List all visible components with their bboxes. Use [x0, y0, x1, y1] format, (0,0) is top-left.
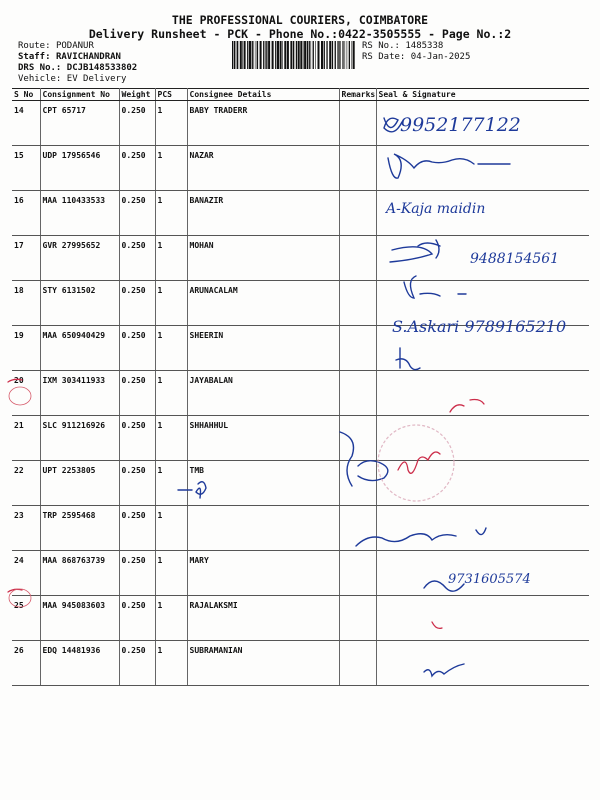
table-row — [12, 101, 589, 146]
barcode-bar — [339, 41, 340, 69]
table-row — [12, 641, 589, 686]
signature-cell — [376, 236, 589, 281]
consignee-cell — [187, 506, 339, 551]
barcode-bar — [326, 41, 327, 69]
company-name: THE PROFESSIONAL COURIERS, COIMBATORE — [171, 13, 429, 27]
rs-no-label: RS No.: — [362, 41, 400, 51]
signature-cell — [376, 326, 589, 371]
weight-cell: 0.250 — [119, 326, 155, 371]
barcode-bar — [329, 41, 331, 69]
consignment-cell: CPT 65717 — [40, 101, 119, 146]
sno-cell: 20 — [12, 371, 40, 416]
remarks-cell — [339, 371, 376, 416]
weight-cell: 0.250 — [119, 596, 155, 641]
consignment-cell: MAA 110433533 — [40, 191, 119, 236]
signature-cell — [376, 506, 589, 551]
signature-cell — [376, 101, 589, 146]
barcode-bar — [244, 41, 246, 69]
barcode-bar — [303, 41, 304, 69]
rs-no-value: 1485338 — [405, 41, 444, 51]
signature-cell — [376, 371, 589, 416]
barcode-bar — [349, 41, 350, 69]
table-row — [12, 371, 589, 416]
sno-cell: 22 — [12, 461, 40, 506]
barcode-bar — [260, 41, 262, 69]
remarks-cell — [339, 236, 376, 281]
barcode-bar — [242, 41, 243, 69]
barcode-bar — [321, 41, 323, 69]
signature-cell — [376, 551, 589, 596]
table-row — [12, 461, 589, 506]
pcs-cell: 1 — [155, 191, 187, 236]
barcode-bar — [290, 41, 292, 69]
sno-cell: 26 — [12, 641, 40, 686]
staff-label: Staff: — [18, 52, 51, 62]
col-sno-header: S No — [12, 89, 40, 101]
barcode-bar — [237, 41, 238, 69]
col-consignment-header: Consignment No — [40, 89, 119, 101]
col-signature-header: Seal & Signature — [376, 89, 589, 101]
pcs-cell: 1 — [155, 146, 187, 191]
consignee-cell: NAZAR — [187, 146, 339, 191]
barcode-bar — [272, 41, 274, 69]
route-label: Route: — [18, 41, 51, 51]
weight-cell: 0.250 — [119, 551, 155, 596]
table-row — [12, 326, 589, 371]
consignee-cell: SUBRAMANIAN — [187, 641, 339, 686]
weight-cell: 0.250 — [119, 146, 155, 191]
barcode-bar — [335, 41, 336, 69]
phone-row25: 9731605574 — [448, 572, 531, 587]
barcode-bar — [293, 41, 294, 69]
delivery-table — [12, 88, 589, 686]
barcode-bar — [343, 41, 344, 69]
signature-cell — [376, 416, 589, 461]
remarks-cell — [339, 461, 376, 506]
consignee-cell: RAJALAKSMI — [187, 596, 339, 641]
table-row — [12, 281, 589, 326]
remarks-cell — [339, 641, 376, 686]
barcode-bar — [352, 41, 353, 69]
barcode-bar — [268, 41, 270, 69]
barcode-bar — [313, 41, 314, 69]
col-remarks-header: Remarks — [339, 89, 376, 101]
consignment-cell: SLC 911216926 — [40, 416, 119, 461]
signature-cell — [376, 281, 589, 326]
pcs-cell: 1 — [155, 551, 187, 596]
name-row16: A-Kaja maidin — [386, 201, 486, 217]
route-value: PODANUR — [55, 41, 94, 51]
barcode-bar — [275, 41, 276, 69]
table-row — [12, 416, 589, 461]
barcode-bar — [240, 41, 242, 69]
barcode-bar — [307, 41, 308, 69]
barcode-bar — [332, 41, 333, 69]
consignment-cell: UDP 17956546 — [40, 146, 119, 191]
consignment-cell: MAA 650940429 — [40, 326, 119, 371]
pcs-cell: 1 — [155, 506, 187, 551]
remarks-cell — [339, 146, 376, 191]
rs-date-label: RS Date: — [362, 52, 406, 62]
rs-no-line — [362, 41, 470, 52]
barcode-bar — [280, 41, 282, 69]
sno-cell: 17 — [12, 236, 40, 281]
barcode-bar — [234, 41, 235, 69]
vehicle-label: Vehicle: — [18, 74, 62, 84]
remarks-cell — [339, 326, 376, 371]
remarks-cell — [339, 506, 376, 551]
barcode-bar — [337, 41, 338, 69]
runsheet-info-right — [362, 41, 470, 63]
consignee-cell: JAYABALAN — [187, 371, 339, 416]
table-header-row — [12, 89, 589, 101]
remarks-cell — [339, 416, 376, 461]
pcs-cell: 1 — [155, 641, 187, 686]
barcode-bar — [324, 41, 325, 69]
barcode-bar — [263, 41, 264, 69]
pcs-cell: 1 — [155, 596, 187, 641]
vehicle-value: EV Delivery — [66, 74, 127, 84]
weight-cell: 0.250 — [119, 506, 155, 551]
consignment-cell: MAA 945083603 — [40, 596, 119, 641]
remarks-cell — [339, 101, 376, 146]
remarks-cell — [339, 191, 376, 236]
signature-cell — [376, 596, 589, 641]
weight-cell: 0.250 — [119, 641, 155, 686]
pcs-cell: 1 — [155, 326, 187, 371]
rs-date-value: 04-Jan-2025 — [410, 52, 471, 62]
pcs-cell: 1 — [155, 371, 187, 416]
consignee-cell: SHHAHHUL — [187, 416, 339, 461]
barcode-bar — [247, 41, 248, 69]
remarks-cell — [339, 551, 376, 596]
staff-line — [18, 52, 137, 63]
barcode-bar — [304, 41, 306, 69]
consignee-cell: BABY TRADERR — [187, 101, 339, 146]
barcode-bar — [252, 41, 253, 69]
barcode-bar — [249, 41, 251, 69]
weight-cell: 0.250 — [119, 236, 155, 281]
col-weight-header: Weight — [119, 89, 155, 101]
weight-cell: 0.250 — [119, 461, 155, 506]
consignee-cell: ARUNACALAM — [187, 281, 339, 326]
drs-line — [18, 63, 137, 74]
barcode-bar — [318, 41, 320, 69]
phone-row18: 9488154561 — [470, 251, 560, 267]
barcode-bar — [287, 41, 289, 69]
barcode-image — [232, 41, 357, 69]
barcode-bar — [232, 41, 233, 69]
barcode-bar — [353, 41, 355, 69]
consignee-cell: MARY — [187, 551, 339, 596]
drs-label: DRS No.: — [18, 63, 62, 73]
sno-cell: 23 — [12, 506, 40, 551]
runsheet-title: Delivery Runsheet - PCK - Phone No.:0422-3505555 - Page No.:2 — [88, 27, 512, 41]
col-pcs-header: PCS — [155, 89, 187, 101]
barcode-bar — [256, 41, 257, 69]
table-row — [12, 146, 589, 191]
weight-cell: 0.250 — [119, 101, 155, 146]
signature-cell — [376, 641, 589, 686]
pcs-cell: 1 — [155, 416, 187, 461]
phone-row14: 9952177122 — [400, 114, 521, 136]
barcode-bar — [342, 41, 343, 69]
consignment-cell: EDQ 14481936 — [40, 641, 119, 686]
barcode-bar — [315, 41, 316, 69]
consignment-cell: UPT 2253805 — [40, 461, 119, 506]
table-row — [12, 191, 589, 236]
table-row — [12, 551, 589, 596]
vehicle-line — [18, 74, 137, 85]
sno-cell: 24 — [12, 551, 40, 596]
barcode-bar — [266, 41, 267, 69]
signature-cell — [376, 461, 589, 506]
barcode-bar — [282, 41, 283, 69]
drs-value: DCJB148533802 — [66, 63, 138, 73]
sno-cell: 21 — [12, 416, 40, 461]
consignee-cell: BANAZIR — [187, 191, 339, 236]
route-line — [18, 41, 137, 52]
table-row — [12, 236, 589, 281]
pcs-cell: 1 — [155, 281, 187, 326]
consignment-cell: STY 6131502 — [40, 281, 119, 326]
weight-cell: 0.250 — [119, 281, 155, 326]
barcode-bar — [236, 41, 237, 69]
name-phone-row19: S.Askari 9789165210 — [392, 317, 567, 336]
barcode-bar — [265, 41, 266, 69]
weight-cell: 0.250 — [119, 416, 155, 461]
consignment-cell: GVR 27995652 — [40, 236, 119, 281]
barcode-bar — [300, 41, 302, 69]
barcode-bar — [254, 41, 255, 69]
barcode-bar — [277, 41, 279, 69]
consignment-cell: TRP 2595468 — [40, 506, 119, 551]
barcode-bar — [309, 41, 310, 69]
sno-cell: 18 — [12, 281, 40, 326]
barcode-bar — [284, 41, 286, 69]
sno-cell: 25 — [12, 596, 40, 641]
sno-cell: 15 — [12, 146, 40, 191]
barcode-bar — [257, 41, 258, 69]
barcode-bar — [311, 41, 312, 69]
pcs-cell: 1 — [155, 101, 187, 146]
consignee-cell: SHEERIN — [187, 326, 339, 371]
barcode-bar — [298, 41, 300, 69]
remarks-cell — [339, 596, 376, 641]
rs-date-line — [362, 52, 470, 63]
remarks-cell — [339, 281, 376, 326]
consignee-cell: TMB — [187, 461, 339, 506]
signature-cell — [376, 191, 589, 236]
sno-cell: 14 — [12, 101, 40, 146]
consignment-cell: IXM 303411933 — [40, 371, 119, 416]
barcode-bar — [345, 41, 346, 69]
table-row — [12, 596, 589, 641]
signature-cell — [376, 146, 589, 191]
pcs-cell: 1 — [155, 461, 187, 506]
sno-cell: 19 — [12, 326, 40, 371]
col-consignee-header: Consignee Details — [187, 89, 339, 101]
staff-value: RAVICHANDRAN — [55, 52, 121, 62]
weight-cell: 0.250 — [119, 191, 155, 236]
consignee-cell: MOHAN — [187, 236, 339, 281]
table-row — [12, 506, 589, 551]
barcode-bar — [347, 41, 348, 69]
consignment-cell: MAA 868763739 — [40, 551, 119, 596]
runsheet-info-left — [18, 41, 137, 85]
barcode-bar — [296, 41, 297, 69]
pcs-cell: 1 — [155, 236, 187, 281]
weight-cell: 0.250 — [119, 371, 155, 416]
sno-cell: 16 — [12, 191, 40, 236]
